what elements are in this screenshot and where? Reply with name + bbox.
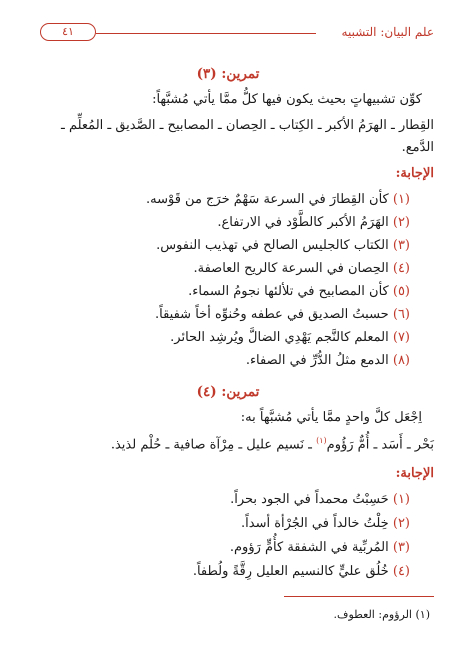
- answers-3-title: الإجابة:: [395, 166, 434, 181]
- answer-item: [16, 261, 410, 276]
- footnote-number: (١): [415, 608, 430, 621]
- answer-item: [16, 540, 410, 555]
- answer-item: [16, 492, 410, 507]
- answers-4-title: الإجابة:: [395, 466, 434, 481]
- exercise-3-items-line1: القِطار ـ الهرَمُ الأكبر ـ الكِتاب ـ الحِصان ـ المصابيح ـ الصَّديق ـ المُعلِّم ـ: [61, 118, 434, 133]
- page-number: ٤١: [40, 23, 96, 41]
- answer-text: كأن القِطارَ في السرعة سَهْمٌ خرَج من قَوْسه.: [146, 192, 389, 207]
- answer-text: الكتاب كالجليس الصالح في تهذيب النفوس.: [156, 238, 389, 253]
- answer-number: (٢): [392, 215, 410, 230]
- answer-number: (١): [392, 492, 410, 507]
- header-divider: [96, 33, 316, 34]
- answer-number: (١): [392, 192, 410, 207]
- answer-number: (٤): [392, 261, 410, 276]
- exercise-4-items-start: بَحْر ـ أَسَد ـ أُمٌّ رَؤُوم: [326, 437, 434, 453]
- answer-number: (٧): [392, 330, 410, 345]
- answer-text: كأن المصابيح في تلألئها نجومُ السماء.: [188, 284, 389, 299]
- page-header: [22, 22, 434, 44]
- exercise-4-items: [18, 436, 434, 452]
- answer-number: (٦): [392, 307, 410, 322]
- exercise-4-items-end: ـ نَسيم عليل ـ مِرْآة صافية ـ حُلْم لذيذ.: [110, 437, 317, 453]
- answer-text: المُربِّية في الشفقة كأُمٍّ رَؤوم.: [229, 540, 389, 555]
- answer-item: [16, 215, 410, 230]
- answer-item: [16, 353, 410, 368]
- exercise-4-title: تمرين: (٤): [196, 384, 260, 400]
- footnote-text: الرؤوم: العطوف.: [333, 608, 412, 621]
- answer-number: (٨): [392, 353, 410, 368]
- exercise-3-items-line2: الدَّمع.: [401, 140, 434, 155]
- answer-number: (٥): [392, 284, 410, 299]
- answer-number: (٣): [392, 540, 410, 555]
- chapter-title: علم البيان: التشبيه: [341, 25, 434, 39]
- answer-text: خِلْتُ خالداً في الجُرْأة أسداً.: [241, 516, 389, 531]
- exercise-3-prompt: كوِّن تشبيهاتٍ بحيث يكون فيها كلُّ ممَّا يأتي مُشبَّهاً:: [152, 92, 422, 107]
- answer-number: (٣): [392, 238, 410, 253]
- answer-text: الهَرَمُ الأكبر كالطَّوْد في الارتفاع.: [217, 215, 389, 230]
- answer-number: (٤): [392, 564, 410, 579]
- answer-item: [16, 284, 410, 299]
- answer-item: [16, 564, 410, 579]
- exercise-3-title: تمرين: (٣): [196, 66, 260, 82]
- answer-number: (٢): [392, 516, 410, 531]
- answer-text: الحِصان في السرعة كالريح العاصفة.: [193, 261, 389, 276]
- answer-item: [16, 516, 410, 531]
- footnote-reference[interactable]: (١): [316, 436, 327, 445]
- answer-item: [16, 330, 410, 345]
- exercise-4-prompt: اِجْعَل كلَّ واحدٍ ممَّا يأتي مُشبَّهاً به:: [240, 410, 422, 425]
- answer-item: [16, 192, 410, 207]
- footnote: [334, 608, 430, 621]
- answer-text: حسبتُ الصديق في عطفه وحُنوِّه أخاً شفيقاً.: [155, 307, 389, 322]
- answer-text: المعلم كالنَّجم يَهْدِي الضالَّ ويُرشِد الحائر.: [170, 330, 389, 345]
- footnote-divider: [284, 596, 434, 597]
- answer-item: [16, 307, 410, 322]
- answer-text: خُلُق عليٍّ كالنسيم العليل رِقَّةً ولُطفاً.: [192, 564, 389, 579]
- answer-item: [16, 238, 410, 253]
- answer-text: الدمع مثلُ الدُّرِّ في الصفاء.: [245, 353, 389, 368]
- answer-text: حَسِبْتُ محمداً في الجود بحراً.: [230, 492, 389, 507]
